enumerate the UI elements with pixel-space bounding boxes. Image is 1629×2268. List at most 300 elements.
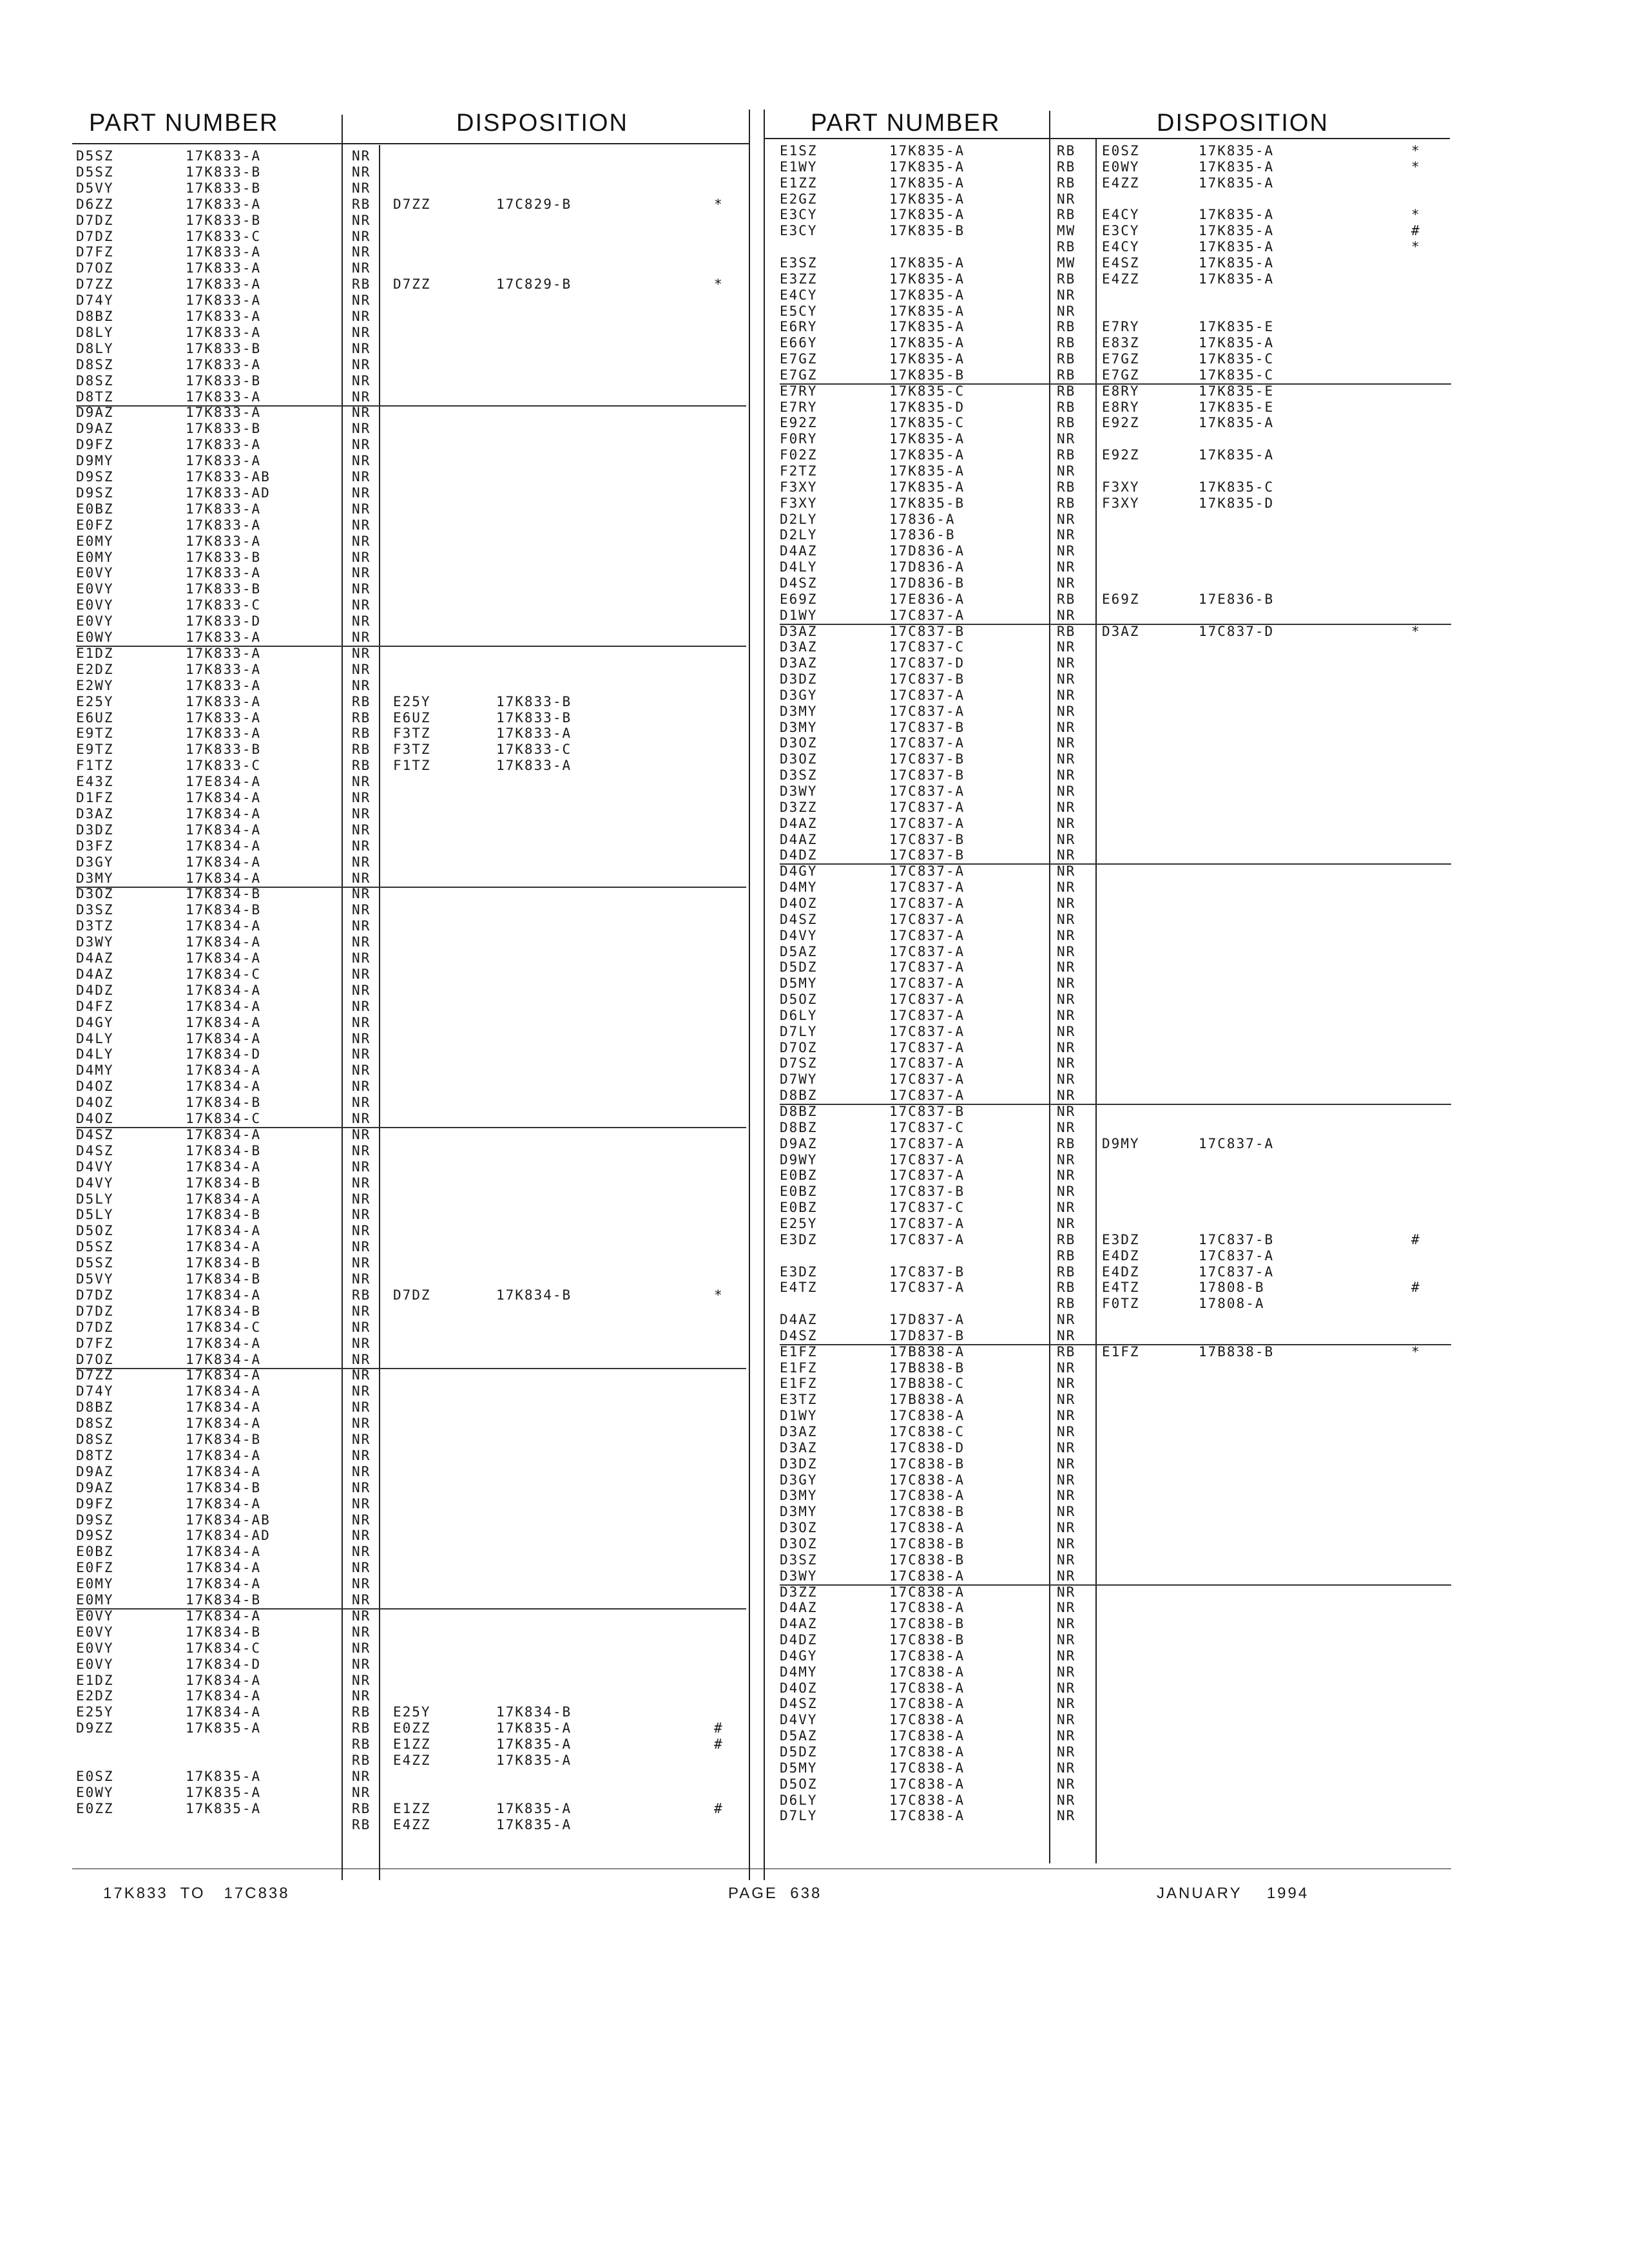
table-row [76, 341, 746, 357]
part-number: 17K834-A [186, 1239, 262, 1255]
disposition-code: NR [1057, 1696, 1076, 1712]
part-number: 17K835-A [186, 1720, 262, 1736]
table-row [780, 1552, 1451, 1568]
disposition-code: NR [352, 1255, 371, 1271]
part-number: 17K833-B [186, 372, 262, 389]
model-code: D3WY [76, 934, 114, 950]
table-row [780, 1568, 1451, 1586]
table-row [76, 1111, 746, 1128]
table-row [76, 934, 746, 950]
disposition-code: RB [1057, 1296, 1076, 1312]
part-number: 17K834-A [186, 1447, 262, 1463]
model-code: E1FZ [780, 1360, 818, 1376]
disposition-code: NR [1057, 1119, 1076, 1135]
disposition-code: NR [1057, 927, 1076, 943]
model-code: D74Y [76, 1383, 114, 1399]
part-number: 17K835-A [889, 207, 965, 223]
part-number: 17C838-B [889, 1535, 965, 1552]
replacement-model: E6UZ [393, 709, 431, 726]
disposition-code: NR [352, 1624, 371, 1640]
table-row [780, 1648, 1451, 1664]
replacement-part: 17B838-B [1199, 1343, 1275, 1360]
part-number: 17C837-B [889, 847, 965, 863]
table-row [76, 1015, 746, 1031]
model-code: E7RY [780, 399, 818, 415]
table-row [76, 581, 746, 597]
model-code: E0VY [76, 565, 114, 581]
part-number: 17K834-A [186, 1383, 262, 1399]
note-mark: * [714, 1287, 724, 1303]
model-code: D5AZ [780, 1728, 818, 1744]
part-number: 17K835-A [889, 335, 965, 351]
disposition-code: NR [1057, 1151, 1076, 1168]
part-number: 17K835-A [889, 447, 965, 463]
disposition-code: NR [1057, 1456, 1076, 1472]
disposition-code: NR [1057, 815, 1076, 831]
model-code: D7FZ [76, 244, 114, 260]
disposition-code: NR [1057, 575, 1076, 591]
table-row [76, 822, 746, 838]
part-number: 17K834-A [186, 838, 262, 854]
disposition-code: NR [1057, 1360, 1076, 1376]
model-code: D4SZ [780, 1327, 818, 1343]
part-number: 17K834-A [186, 918, 262, 934]
part-number: 17K835-A [186, 1784, 262, 1800]
model-code: D7LY [780, 1023, 818, 1039]
model-code: D3MY [780, 1504, 818, 1520]
table-row [76, 774, 746, 790]
table-row [780, 1664, 1451, 1680]
table-row [780, 1392, 1451, 1408]
table-row [780, 1136, 1451, 1152]
note-mark: * [1411, 623, 1421, 639]
part-number: 17K834-A [186, 1688, 262, 1704]
disposition-code: NR [352, 1303, 371, 1319]
replacement-model: E0WY [1102, 159, 1140, 175]
part-number: 17K834-A [186, 998, 262, 1014]
disposition-code: NR [1057, 1760, 1076, 1776]
part-number: 17C837-A [889, 927, 965, 943]
model-code: D4VY [780, 927, 818, 943]
part-number: 17K833-B [186, 180, 262, 196]
disposition-code: NR [352, 774, 371, 790]
disposition-code: NR [352, 469, 371, 485]
disposition-code: NR [1057, 1072, 1076, 1088]
table-row [780, 1504, 1451, 1520]
table-row [76, 1496, 746, 1512]
part-number: 17C838-A [889, 1568, 965, 1584]
disposition-code: NR [1057, 847, 1076, 863]
disposition-code: MW [1057, 223, 1076, 239]
table-row [76, 1320, 746, 1336]
model-code: E0MY [76, 1592, 114, 1608]
model-code: D3DZ [76, 822, 114, 838]
note-mark: * [1411, 239, 1421, 255]
table-row [76, 999, 746, 1015]
table-row [780, 1200, 1451, 1216]
table-row [780, 1152, 1451, 1168]
model-code: D9SZ [76, 485, 114, 501]
part-number: 17K835-A [186, 1768, 262, 1784]
disposition-code: NR [1057, 1392, 1076, 1408]
model-code: D4AZ [780, 1312, 818, 1328]
disposition-code: NR [1057, 975, 1076, 992]
replacement-model: E0ZZ [393, 1720, 431, 1736]
disposition-code: RB [1057, 159, 1076, 175]
center-divider-2 [764, 110, 765, 1880]
model-code: D7DZ [76, 212, 114, 228]
part-number: 17C837-B [889, 1184, 965, 1200]
table-row [780, 1680, 1451, 1696]
part-number: 17K834-C [186, 1319, 262, 1335]
model-code: D4MY [780, 1664, 818, 1680]
disposition-code: NR [352, 934, 371, 950]
table-row [780, 720, 1451, 736]
disposition-code: NR [352, 1030, 371, 1046]
model-code: E7GZ [780, 351, 818, 367]
part-number: 17K833-D [186, 613, 262, 629]
replacement-part: 17K835-A [1199, 223, 1275, 239]
replacement-part: 17808-B [1199, 1280, 1265, 1296]
table-row [780, 1328, 1451, 1345]
part-number: 17C838-A [889, 1664, 965, 1680]
disposition-code: NR [352, 1512, 371, 1528]
model-code: E1DZ [76, 645, 114, 661]
model-code: E2DZ [76, 1688, 114, 1704]
replacement-model: D9MY [1102, 1135, 1140, 1151]
table-row [780, 1408, 1451, 1424]
table-row [780, 1296, 1451, 1312]
model-code: F1TZ [76, 758, 114, 774]
table-row [76, 469, 746, 485]
model-code: D4OZ [780, 895, 818, 911]
model-code: E6UZ [76, 709, 114, 726]
disposition-code: NR [352, 1014, 371, 1030]
disposition-code: NR [352, 790, 371, 805]
part-number: 17B838-C [889, 1376, 965, 1392]
table-row [780, 767, 1451, 783]
table-row [76, 276, 746, 293]
replacement-part: 17K835-A [1199, 159, 1275, 175]
part-number: 17K835-A [889, 431, 965, 447]
part-number: 17C837-B [889, 751, 965, 767]
disposition-code: NR [352, 228, 371, 244]
disposition-code: NR [352, 1656, 371, 1672]
part-number: 17K833-A [186, 405, 262, 421]
model-code: E1FZ [780, 1343, 818, 1360]
replacement-part: 17K835-D [1199, 495, 1275, 511]
disposition-code: NR [1057, 1600, 1076, 1616]
model-code: E0VY [76, 597, 114, 613]
disposition-code: NR [1057, 1327, 1076, 1343]
model-code: D7DZ [76, 1287, 114, 1303]
table-row [76, 244, 746, 260]
part-number: 17K835-A [889, 143, 965, 159]
model-code: D2LY [780, 527, 818, 543]
table-row [76, 983, 746, 999]
table-row [780, 1120, 1451, 1136]
part-number: 17K833-A [186, 437, 262, 453]
model-code: E5CY [780, 303, 818, 319]
disposition-code: NR [1057, 1023, 1076, 1039]
model-code: D9FZ [76, 437, 114, 453]
replacement-model: D7ZZ [393, 276, 431, 293]
disposition-code: NR [352, 645, 371, 661]
table-row [76, 694, 746, 710]
disposition-code: NR [1057, 1680, 1076, 1696]
replacement-model: E4TZ [1102, 1280, 1140, 1296]
model-code: E3TZ [780, 1392, 818, 1408]
table-row [76, 662, 746, 678]
part-number: 17K833-A [186, 260, 262, 276]
part-number: 17K833-A [186, 148, 262, 164]
disposition-code: NR [1057, 1104, 1076, 1119]
disposition-code: NR [1057, 783, 1076, 799]
disposition-code: NR [1057, 863, 1076, 879]
part-number: 17K833-A [186, 453, 262, 469]
model-code: F02Z [780, 447, 818, 463]
disposition-code: NR [352, 1560, 371, 1576]
disposition-code: NR [1057, 1376, 1076, 1392]
disposition-code: NR [352, 164, 371, 180]
model-code: D4FZ [76, 998, 114, 1014]
model-code: D3SZ [76, 902, 114, 918]
disposition-code: NR [352, 597, 371, 613]
disposition-code: NR [1057, 1520, 1076, 1536]
disposition-code: NR [1057, 527, 1076, 543]
table-row [76, 1352, 746, 1369]
disposition-code: NR [352, 1142, 371, 1158]
part-number: 17C837-A [889, 783, 965, 799]
table-row [780, 143, 1451, 159]
part-number: 17C838-B [889, 1504, 965, 1520]
table-row [780, 479, 1451, 495]
model-code: D3FZ [76, 838, 114, 854]
table-row [780, 816, 1451, 832]
model-code: D8LY [76, 324, 114, 340]
table-row [76, 1143, 746, 1159]
replacement-model: E1FZ [1102, 1343, 1140, 1360]
model-code: D5AZ [780, 943, 818, 959]
table-row [76, 726, 746, 742]
model-code: E3ZZ [780, 271, 818, 287]
part-number: 17K833-A [186, 244, 262, 260]
note-mark: * [1411, 159, 1421, 175]
part-number: 17K835-A [889, 175, 965, 191]
part-number: 17K833-A [186, 693, 262, 709]
model-code: D1FZ [76, 790, 114, 805]
model-code: E0VY [76, 1640, 114, 1656]
disposition-code: MW [1057, 255, 1076, 271]
part-number: 17C837-A [889, 1088, 965, 1104]
disposition-code: RB [352, 1800, 371, 1816]
table-row [780, 399, 1451, 416]
table-row [780, 591, 1451, 608]
note-mark: # [1411, 1231, 1421, 1247]
disposition-code: RB [1057, 1231, 1076, 1247]
disposition-code: NR [1057, 735, 1076, 751]
disposition-code: NR [352, 260, 371, 276]
part-number: 17K833-A [186, 293, 262, 309]
part-number: 17C838-A [889, 1728, 965, 1744]
disposition-code: NR [1057, 1504, 1076, 1520]
table-row [780, 1744, 1451, 1760]
note-mark: * [1411, 207, 1421, 223]
part-number: 17K835-A [889, 303, 965, 319]
part-number: 17K835-A [889, 159, 965, 175]
table-row [76, 1480, 746, 1496]
part-number: 17K834-A [186, 854, 262, 870]
disposition-code: NR [1057, 1744, 1076, 1760]
model-code: E0FZ [76, 1560, 114, 1576]
disposition-code: NR [352, 405, 371, 421]
table-row [780, 575, 1451, 591]
disposition-code: RB [352, 1720, 371, 1736]
note-mark: * [714, 196, 724, 212]
table-row [780, 1584, 1451, 1600]
model-code: D4AZ [780, 543, 818, 559]
replacement-part: 17K835-A [496, 1753, 572, 1768]
model-code: F3XY [780, 495, 818, 511]
replacement-model: D7ZZ [393, 196, 431, 212]
part-number: 17K834-B [186, 1095, 262, 1111]
disposition-code: NR [1057, 1535, 1076, 1552]
model-code: D6LY [780, 1007, 818, 1023]
table-row [780, 1712, 1451, 1728]
table-row [780, 1184, 1451, 1200]
part-number: 17C838-D [889, 1439, 965, 1456]
replacement-model: E3CY [1102, 223, 1140, 239]
table-row [780, 431, 1451, 447]
disposition-code: RB [352, 1287, 371, 1303]
disposition-code: NR [352, 1495, 371, 1512]
table-row [76, 1736, 746, 1753]
model-code: D7ZZ [76, 1367, 114, 1383]
table-row [780, 287, 1451, 303]
replacement-part: 17C837-D [1199, 623, 1275, 639]
model-code: E9TZ [76, 726, 114, 742]
part-number: 17C837-A [889, 1072, 965, 1088]
table-row [76, 1528, 746, 1544]
table-row [76, 1191, 746, 1207]
disposition-code: RB [1057, 367, 1076, 383]
model-code: E0VY [76, 1656, 114, 1672]
disposition-code: RB [352, 709, 371, 726]
model-code: E2DZ [76, 661, 114, 677]
table-row [76, 1560, 746, 1576]
part-number: 17836-A [889, 511, 956, 527]
replacement-part: 17K834-B [496, 1704, 572, 1720]
part-number: 17K834-D [186, 1656, 262, 1672]
part-number: 17C837-A [889, 863, 965, 879]
part-number: 17K833-B [186, 581, 262, 597]
disposition-code: NR [352, 453, 371, 469]
model-code: D4LY [780, 559, 818, 575]
part-number: 17D836-A [889, 543, 965, 559]
part-number: 17K834-A [186, 1704, 262, 1720]
part-number: 17K833-A [186, 389, 262, 405]
model-code: E0WY [76, 629, 114, 645]
replacement-part: 17K835-A [1199, 335, 1275, 351]
note-mark: * [714, 276, 724, 293]
model-code: D9SZ [76, 1528, 114, 1544]
replacement-model: F3XY [1102, 479, 1140, 495]
model-code: D9SZ [76, 469, 114, 485]
table-row [76, 886, 746, 902]
disposition-code: NR [1057, 1200, 1076, 1216]
replacement-model: E92Z [1102, 447, 1140, 463]
model-code: D5DZ [780, 1744, 818, 1760]
model-code: D4VY [780, 1712, 818, 1728]
replacement-part: 17K833-C [496, 742, 572, 758]
table-row [780, 1488, 1451, 1504]
part-number: 17K834-A [186, 1351, 262, 1367]
disposition-code: NR [1057, 1215, 1076, 1231]
part-number: 17K834-AB [186, 1512, 271, 1528]
table-row [76, 1367, 746, 1383]
table-row [780, 415, 1451, 431]
model-code: D9WY [780, 1151, 818, 1168]
model-code: D5OZ [76, 1223, 114, 1239]
disposition-code: RB [1057, 415, 1076, 431]
table-row [76, 1624, 746, 1640]
part-number: 17C837-B [889, 831, 965, 847]
model-code: D4SZ [780, 575, 818, 591]
table-row [780, 992, 1451, 1008]
part-number: 17K833-A [186, 677, 262, 693]
disposition-code: RB [352, 1736, 371, 1753]
table-row [780, 1104, 1451, 1120]
replacement-model: F3TZ [393, 742, 431, 758]
part-number: 17K834-A [186, 1335, 262, 1351]
model-code: D3ZZ [780, 1584, 818, 1600]
disposition-code: NR [1057, 1184, 1076, 1200]
model-code: D7LY [780, 1808, 818, 1824]
model-code: E43Z [76, 774, 114, 790]
replacement-model: F0TZ [1102, 1296, 1140, 1312]
table-row [76, 1769, 746, 1785]
model-code: D4OZ [76, 1095, 114, 1111]
replacement-part: 17K835-A [1199, 175, 1275, 191]
disposition-code: NR [1057, 1088, 1076, 1104]
model-code: E1WY [780, 159, 818, 175]
table-row [76, 806, 746, 822]
part-number: 17C837-A [889, 687, 965, 703]
model-code: D7SZ [780, 1055, 818, 1072]
part-number: 17K833-A [186, 356, 262, 372]
part-number: 17C838-A [889, 1680, 965, 1696]
disposition-code: NR [1057, 1808, 1076, 1824]
part-number: 17K833-A [186, 629, 262, 645]
disposition-code: NR [1057, 1424, 1076, 1439]
model-code: D9AZ [780, 1135, 818, 1151]
model-code: D5LY [76, 1207, 114, 1223]
replacement-model: E4ZZ [1102, 271, 1140, 287]
note-mark: # [714, 1800, 724, 1816]
note-mark: # [714, 1736, 724, 1753]
disposition-code: NR [1057, 559, 1076, 575]
part-number: 17K835-C [889, 415, 965, 431]
model-code: D4VY [76, 1175, 114, 1191]
disposition-code: NR [1057, 943, 1076, 959]
replacement-part: 17C829-B [496, 276, 572, 293]
part-number: 17K834-A [186, 1463, 262, 1479]
replacement-model: E92Z [1102, 415, 1140, 431]
replacement-model: E25Y [393, 1704, 431, 1720]
table-row [76, 854, 746, 870]
replacement-part: 17K833-A [496, 758, 572, 774]
replacement-part: 17K835-A [1199, 255, 1275, 271]
